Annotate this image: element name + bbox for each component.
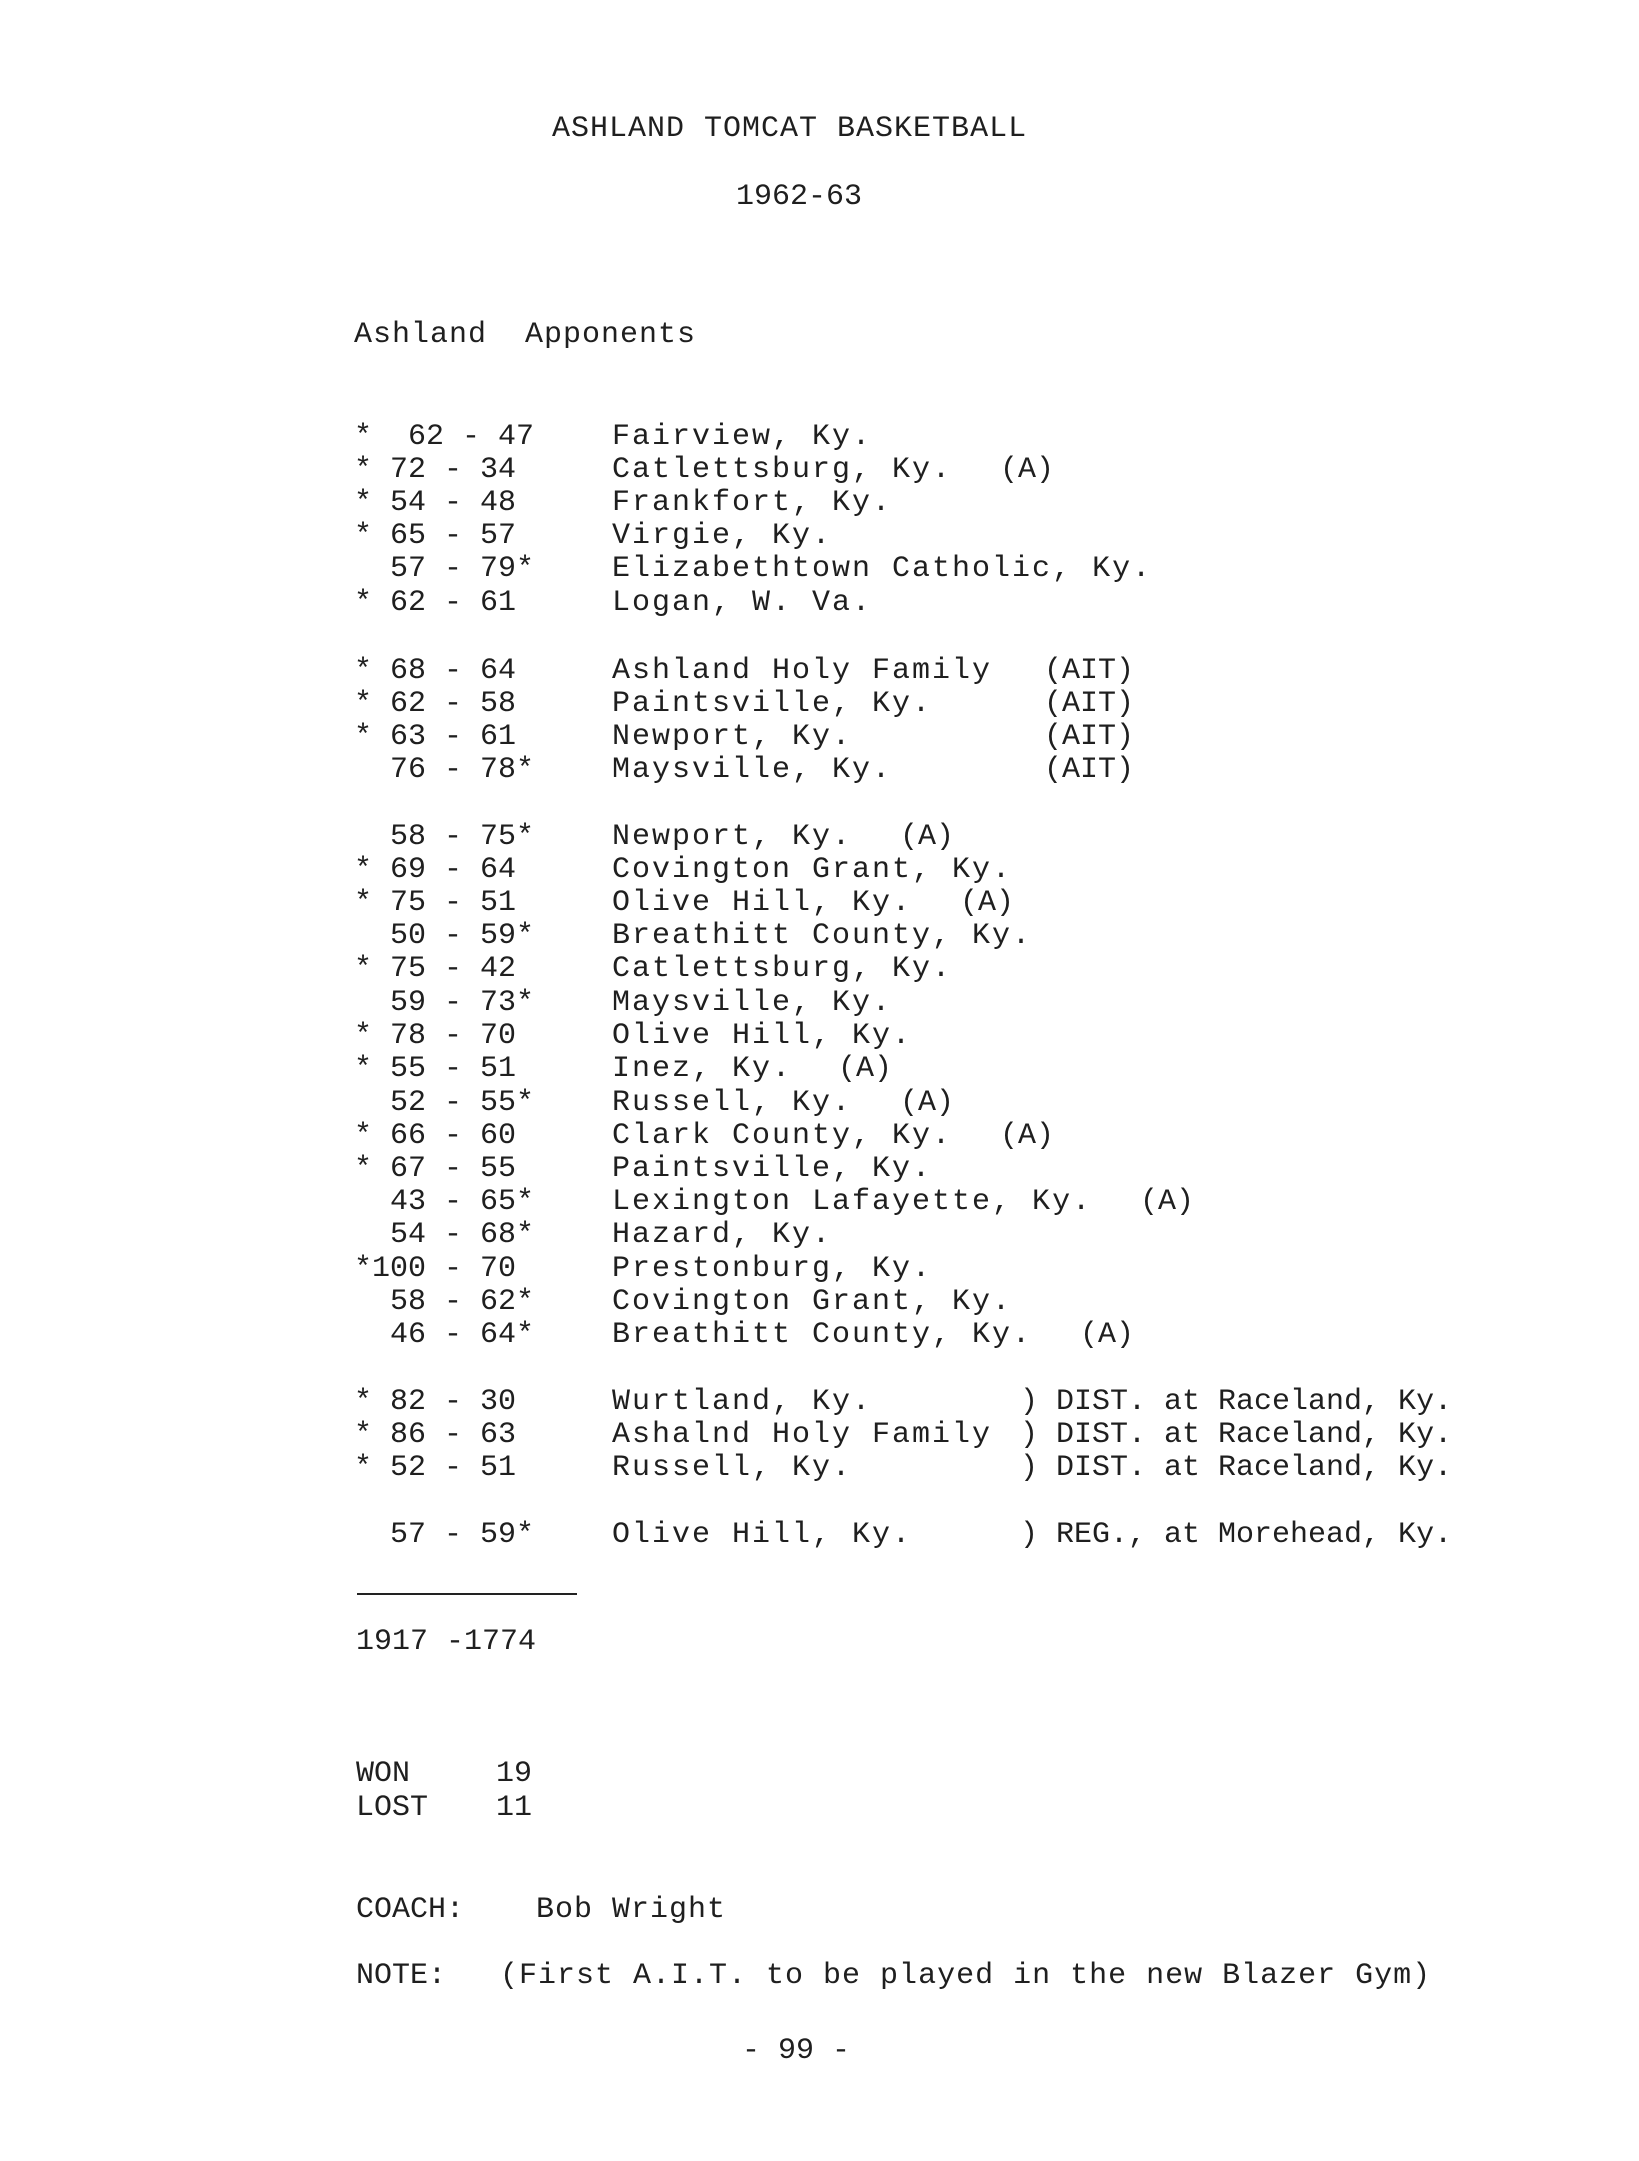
game-note: (A)	[1000, 453, 1055, 487]
won-label: WON	[356, 1757, 411, 1791]
game-score: * 75 - 51	[354, 886, 535, 920]
game-note: ) REG., at Morehead, Ky.	[1020, 1518, 1453, 1552]
game-score: * 75 - 42	[354, 952, 535, 986]
game-opponent: Maysville, Ky.	[612, 753, 893, 787]
game-opponent: Frankfort, Ky.	[612, 486, 893, 520]
game-opponent: Fairview, Ky.	[612, 420, 873, 454]
game-score: * 66 - 60	[354, 1119, 535, 1153]
game-score: *100 - 70	[354, 1252, 535, 1286]
game-score: * 62 - 58	[354, 687, 535, 721]
game-score: 54 - 68*	[354, 1218, 535, 1252]
page-number: - 99 -	[742, 2034, 851, 2068]
game-note: ) DIST. at Raceland, Ky.	[1020, 1385, 1453, 1419]
game-score: 43 - 65*	[354, 1185, 535, 1219]
game-score: 58 - 62*	[354, 1285, 535, 1319]
game-opponent: Wurtland, Ky.	[612, 1385, 873, 1419]
game-note: (A)	[900, 1086, 955, 1120]
game-opponent: Prestonburg, Ky.	[612, 1252, 933, 1286]
game-score: * 52 - 51	[354, 1451, 535, 1485]
game-score: * 54 - 48	[354, 486, 535, 520]
ashland-column-header: Ashland	[354, 318, 488, 352]
game-opponent: Covington Grant, Ky.	[612, 853, 1013, 887]
game-opponent: Clark County, Ky.	[612, 1119, 953, 1153]
game-opponent: Paintsville, Ky.	[612, 1152, 933, 1186]
game-note: (AIT)	[1044, 753, 1135, 787]
game-note: (AIT)	[1044, 720, 1135, 754]
game-opponent: Russell, Ky.	[612, 1086, 853, 1120]
game-opponent: Virgie, Ky.	[612, 519, 833, 553]
page-title: ASHLAND TOMCAT BASKETBALL	[552, 112, 1028, 146]
game-opponent: Breathitt County, Ky.	[612, 919, 1033, 953]
season-label: 1962-63	[736, 180, 863, 214]
note-label: NOTE:	[356, 1959, 447, 1993]
game-note: (A)	[1080, 1318, 1135, 1352]
game-opponent: Catlettsburg, Ky.	[612, 453, 953, 487]
game-note: (A)	[1140, 1185, 1195, 1219]
game-opponent: Olive Hill, Ky.	[612, 1019, 913, 1053]
coach-label: COACH:	[356, 1893, 465, 1927]
game-score: 50 - 59*	[354, 919, 535, 953]
game-opponent: Hazard, Ky.	[612, 1218, 833, 1252]
game-score: * 62 - 47	[354, 420, 553, 454]
game-score: * 82 - 30	[354, 1385, 535, 1419]
game-score: * 72 - 34	[354, 453, 535, 487]
game-opponent: Paintsville, Ky.	[612, 687, 933, 721]
game-opponent: Ashland Holy Family	[612, 654, 993, 688]
game-note: (A)	[900, 820, 955, 854]
game-score: 46 - 64*	[354, 1318, 535, 1352]
game-score: 59 - 73*	[354, 986, 535, 1020]
coach-name: Bob Wright	[536, 1893, 727, 1927]
game-opponent: Catlettsburg, Ky.	[612, 952, 953, 986]
game-opponent: Olive Hill, Ky.	[612, 886, 913, 920]
game-score: 58 - 75*	[354, 820, 535, 854]
totals-divider	[357, 1593, 577, 1595]
lost-label: LOST	[356, 1791, 429, 1825]
game-note: (AIT)	[1044, 687, 1135, 721]
note-text: (First A.I.T. to be played in the new Blazer Gym)	[500, 1959, 1432, 1993]
game-opponent: Inez, Ky.	[612, 1052, 793, 1086]
game-note: ) DIST. at Raceland, Ky.	[1020, 1418, 1453, 1452]
game-opponent: Olive Hill, Ky.	[612, 1518, 913, 1552]
game-score: * 63 - 61	[354, 720, 535, 754]
game-score: * 62 - 61	[354, 586, 535, 620]
game-opponent: Elizabethtown Catholic, Ky.	[612, 552, 1153, 586]
game-score: 76 - 78*	[354, 753, 535, 787]
game-opponent: Ashalnd Holy Family	[612, 1418, 993, 1452]
game-note: (A)	[1000, 1119, 1055, 1153]
game-opponent: Maysville, Ky.	[612, 986, 893, 1020]
lost-count: 11	[496, 1791, 533, 1825]
game-opponent: Logan, W. Va.	[612, 586, 873, 620]
game-note: (A)	[838, 1052, 893, 1086]
game-opponent: Newport, Ky.	[612, 820, 853, 854]
game-note: ) DIST. at Raceland, Ky.	[1020, 1451, 1453, 1485]
game-score: * 55 - 51	[354, 1052, 535, 1086]
opponents-column-header: Apponents	[525, 318, 697, 352]
game-score: * 78 - 70	[354, 1019, 535, 1053]
game-opponent: Newport, Ky.	[612, 720, 853, 754]
season-totals: 1917 -1774	[356, 1625, 537, 1659]
game-score: 57 - 79*	[354, 552, 535, 586]
game-opponent: Breathitt County, Ky.	[612, 1318, 1033, 1352]
game-score: * 69 - 64	[354, 853, 535, 887]
column-headers	[354, 318, 696, 352]
game-score: * 68 - 64	[354, 654, 535, 688]
game-score: 52 - 55*	[354, 1086, 535, 1120]
game-score: 57 - 59*	[354, 1518, 535, 1552]
game-note: (A)	[960, 886, 1015, 920]
game-score: * 65 - 57	[354, 519, 535, 553]
won-count: 19	[496, 1757, 533, 1791]
game-opponent: Russell, Ky.	[612, 1451, 853, 1485]
game-opponent: Covington Grant, Ky.	[612, 1285, 1013, 1319]
game-score: * 86 - 63	[354, 1418, 535, 1452]
game-opponent: Lexington Lafayette, Ky.	[612, 1185, 1093, 1219]
game-score: * 67 - 55	[354, 1152, 535, 1186]
game-note: (AIT)	[1044, 654, 1135, 688]
